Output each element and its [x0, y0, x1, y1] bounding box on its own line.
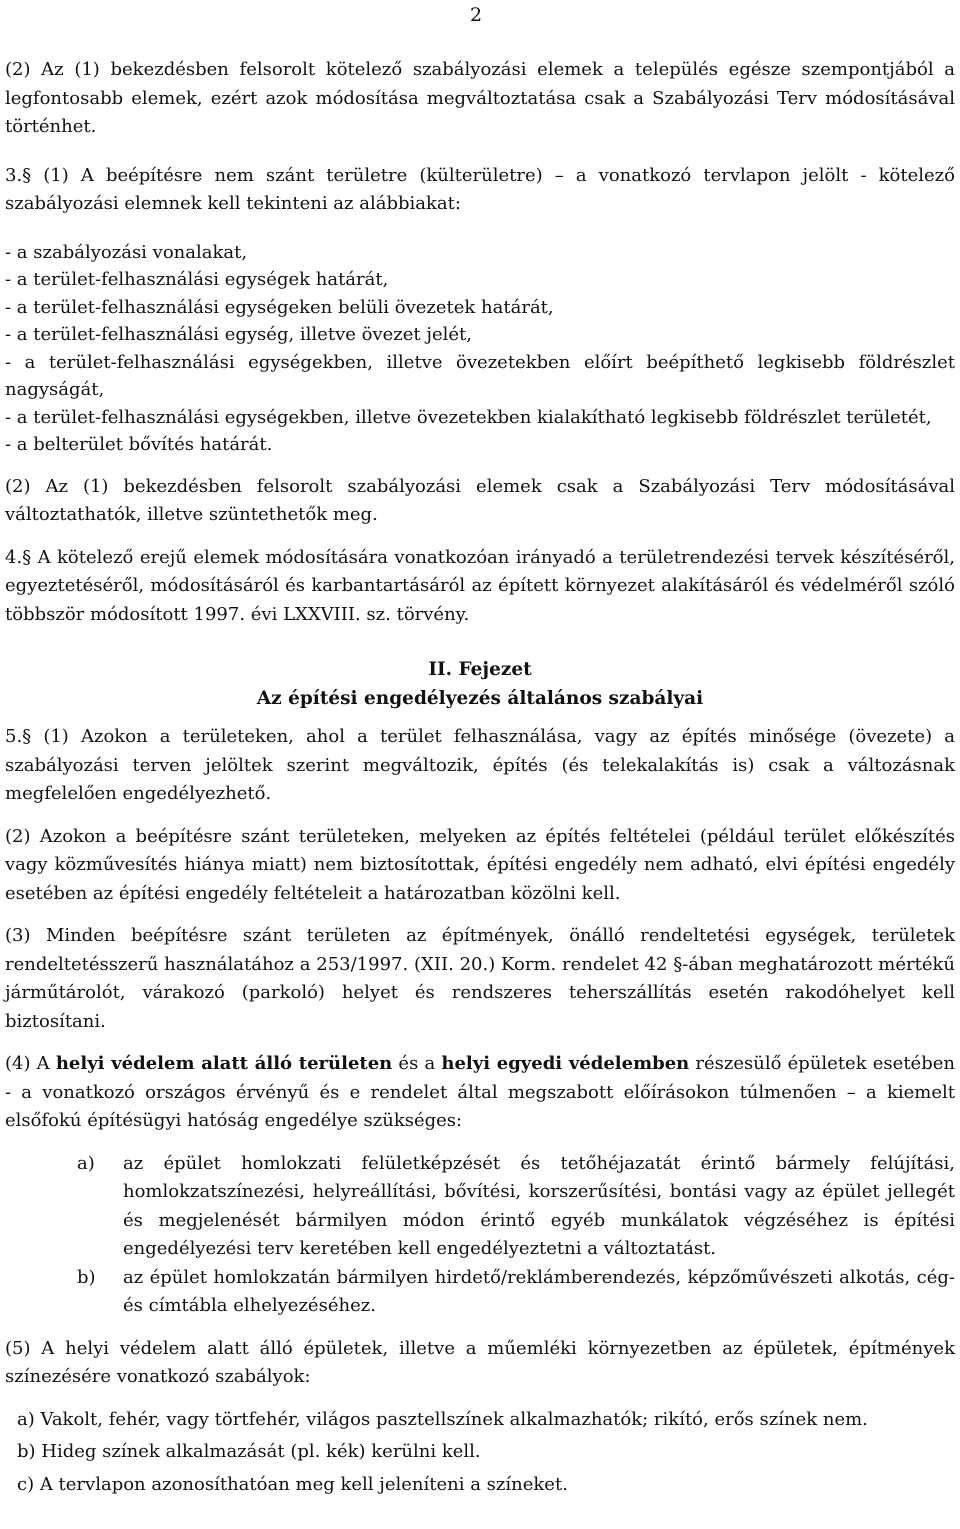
- list-item: - a belterület bővítés határát.: [5, 434, 273, 455]
- list-item: - a terület-felhasználási egység, illetve övezet jelét,: [5, 324, 472, 345]
- text-run: részesülő épületek esetében - a vonatkozó országos érvényű és e rendelet által megszabott előírásokon túlmenően – a kiemelt elsőfokú építésügyi hatóság engedélye szükséges:: [5, 1053, 955, 1131]
- bold-term: helyi egyedi védelemben: [441, 1053, 690, 1074]
- section-3-paragraph-1: 3.§ (1) A beépítésre nem szánt területre (külterületre) – a vonatkozó tervlapon jelölt - kötelező szabályozási elemnek kell tekinteni az alábbiakat:: [5, 164, 955, 214]
- document-body: [5, 56, 955, 1499]
- chapter-title: Az építési engedélyezés általános szabályai: [256, 688, 704, 709]
- section-4: 4.§ A kötelező erejű elemek módosítására vonatkozóan irányadó a területrendezési tervek készítéséről, egyeztetéséről, módosításáról és karbantartásáról az épített környezet alakításáról és védelméről szóló többször módosított 1997. évi LXXVIII. sz. törvény.: [5, 546, 955, 625]
- section-3-paragraph-2: (2) Az (1) bekezdésben felsorolt szabályozási elemek csak a Szabályozási Terv módosításával változtathatók, illetve szüntethetők meg.: [5, 475, 955, 525]
- list-item: - a terület-felhasználási egységeken belüli övezetek határát,: [5, 296, 554, 318]
- page-number: 2: [470, 4, 483, 26]
- section-5-paragraph-4: [5, 1050, 955, 1136]
- item-text: az épület homlokzatán bármilyen hirdető/reklámberendezés, képzőművészeti alkotás, cég- és címtábla elhelyezéséhez.: [123, 1266, 955, 1316]
- section-5-paragraph-5-items: [5, 1406, 955, 1500]
- section-5-paragraph-2: (2) Azokon a beépítésre szánt területeken, melyeken az építés feltételei (például terület előkészítés vagy közművesítés hiánya miatt) nem biztosítottak, építési engedély nem adható, elvi építési engedély esetében az építési engedély feltételeit a határozatban közölni kell.: [5, 825, 955, 904]
- section-5-paragraph-4-items: [5, 1150, 955, 1321]
- item-text: az épület homlokzati felületképzését és tetőhéjazatát érintő bármely felújítási, homlokzatszínezési, helyreállítási, bővítési, korszerűsítési, bontási vagy az épület jellegét és megjelenését bármilyen módon érintő egyéb munkálatok végzéséhez is építési engedélyezési terv keretében kell engedélyeztetni a változtatást.: [123, 1152, 955, 1259]
- list-item: - a terület-felhasználási egységekben, illetve övezetekben kialakítható legkisebb földrészlet területét,: [5, 406, 932, 428]
- text-run: és a: [392, 1053, 442, 1074]
- paragraph-2-2: (2) Az (1) bekezdésben felsorolt kötelező szabályozási elemek a település egésze szempontjából a legfontosabb elemek, ezért azok módosítása megváltoztatása csak a Szabályozási Terv módosításával történhet.: [5, 59, 955, 137]
- text-run: (4) A: [5, 1053, 56, 1074]
- item-label: b): [77, 1266, 96, 1288]
- bold-term: helyi védelem alatt álló területen: [55, 1053, 393, 1074]
- section-5-paragraph-3: (3) Minden beépítésre szánt területen az építmények, önálló rendeltetési egységek, területek rendeltetésszerű használatához a 253/1997. (XII. 20.) Korm. rendelet 42 §-ában meghatározott mértékű járműtárolót, várakozó (parkoló) helyet és rendszeres teherszállítás esetén rakodóhelyet kell biztosítani.: [5, 925, 955, 1032]
- list-item: - a szabályozási vonalakat,: [5, 241, 248, 263]
- list-item: a) Vakolt, fehér, vagy törtfehér, világos pasztellszínek alkalmazhatók; rikító, erős színek nem.: [17, 1408, 868, 1430]
- list-item: - a terület-felhasználási egységek határát,: [5, 269, 389, 290]
- chapter-number: II. Fejezet: [428, 659, 532, 680]
- list-item: [5, 1150, 955, 1264]
- section-3-list: [5, 239, 955, 459]
- section-5-paragraph-5: (5) A helyi védelem alatt álló épületek, illetve a műemléki környezetben az épületek, építmények színezésére vonatkozó szabályok:: [5, 1337, 955, 1387]
- list-item: - a terület-felhasználási egységekben, illetve övezetekben előírt beépíthető legkisebb földrészlet nagyságát,: [5, 351, 955, 400]
- item-label: a): [77, 1152, 95, 1174]
- list-item: c) A tervlapon azonosíthatóan meg kell jeleníteni a színeket.: [17, 1473, 568, 1495]
- list-item: b) Hideg színek alkalmazását (pl. kék) kerülni kell.: [17, 1441, 481, 1462]
- section-5-paragraph-1: 5.§ (1) Azokon a területeken, ahol a terület felhasználása, vagy az építés minősége (övezete) a szabályozási terven jelöltek szerint megváltozik, építés (és telekalakítás is) csak a változásnak megfelelően engedélyezhető.: [5, 726, 955, 804]
- list-item: [5, 1264, 955, 1321]
